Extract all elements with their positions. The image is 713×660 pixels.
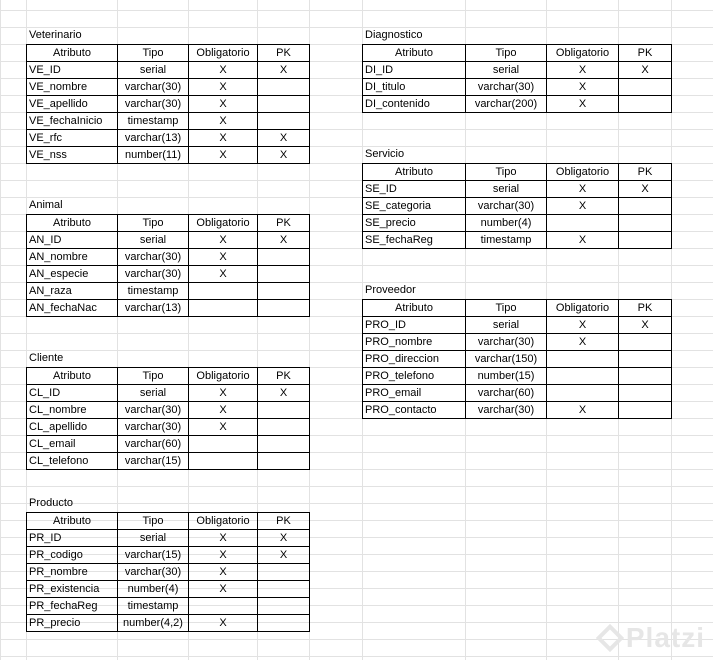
- table-proveedor: [362, 282, 672, 419]
- attribute-cell[interactable]: PRO_email: [363, 385, 466, 402]
- column-header[interactable]: Atributo: [363, 300, 466, 317]
- pk-cell[interactable]: [619, 402, 672, 419]
- table-title: Proveedor: [365, 284, 416, 296]
- attribute-table: [26, 214, 310, 317]
- type-cell[interactable]: varchar(13): [118, 130, 189, 147]
- attribute-cell[interactable]: DI_titulo: [363, 79, 466, 96]
- attribute-cell[interactable]: AN_fechaNac: [27, 300, 118, 317]
- attribute-cell[interactable]: DI_ID: [363, 62, 466, 79]
- column-header[interactable]: Tipo: [118, 513, 189, 530]
- required-cell[interactable]: X: [189, 79, 258, 96]
- pk-cell[interactable]: [619, 351, 672, 368]
- table-row: [27, 385, 310, 402]
- pk-cell[interactable]: [619, 385, 672, 402]
- attribute-cell[interactable]: AN_especie: [27, 266, 118, 283]
- table-row: [27, 598, 310, 615]
- required-cell[interactable]: [189, 598, 258, 615]
- table-row: [27, 266, 310, 283]
- required-cell[interactable]: X: [189, 547, 258, 564]
- pk-cell[interactable]: X: [258, 530, 310, 547]
- type-cell[interactable]: varchar(30): [118, 419, 189, 436]
- required-cell[interactable]: X: [189, 615, 258, 632]
- header-row: [363, 164, 672, 181]
- required-cell[interactable]: X: [189, 147, 258, 164]
- required-cell[interactable]: X: [547, 317, 619, 334]
- table-row: [27, 581, 310, 598]
- table-row: [363, 181, 672, 198]
- pk-cell[interactable]: [619, 334, 672, 351]
- table-row: [363, 96, 672, 113]
- attribute-cell[interactable]: SE_fechaReg: [363, 232, 466, 249]
- pk-cell[interactable]: X: [619, 181, 672, 198]
- table-producto: [26, 495, 310, 632]
- platzi-logo-icon: [596, 624, 624, 652]
- table-animal: [26, 197, 310, 317]
- attribute-cell[interactable]: AN_raza: [27, 283, 118, 300]
- required-cell[interactable]: X: [189, 402, 258, 419]
- type-cell[interactable]: varchar(30): [118, 564, 189, 581]
- table-cliente: [26, 350, 310, 470]
- table-row: [363, 79, 672, 96]
- required-cell[interactable]: X: [189, 419, 258, 436]
- header-row: [27, 215, 310, 232]
- table-row: [27, 249, 310, 266]
- attribute-cell[interactable]: VE_ID: [27, 62, 118, 79]
- column-header[interactable]: Obligatorio: [189, 368, 258, 385]
- table-row: [27, 436, 310, 453]
- header-row: [363, 300, 672, 317]
- required-cell[interactable]: X: [547, 96, 619, 113]
- table-row: [363, 198, 672, 215]
- attribute-cell[interactable]: AN_ID: [27, 232, 118, 249]
- attribute-table: [362, 163, 672, 249]
- table-title: Cliente: [29, 352, 64, 364]
- required-cell[interactable]: X: [189, 130, 258, 147]
- type-cell[interactable]: varchar(15): [118, 547, 189, 564]
- required-cell[interactable]: X: [189, 530, 258, 547]
- required-cell[interactable]: [189, 436, 258, 453]
- column-header[interactable]: Tipo: [466, 164, 547, 181]
- column-header[interactable]: Atributo: [27, 215, 118, 232]
- table-row: [363, 368, 672, 385]
- column-header[interactable]: Atributo: [27, 513, 118, 530]
- column-header[interactable]: Atributo: [27, 45, 118, 62]
- attribute-cell[interactable]: VE_nombre: [27, 79, 118, 96]
- type-cell[interactable]: varchar(200): [466, 96, 547, 113]
- table-row: [27, 530, 310, 547]
- pk-cell[interactable]: [258, 113, 310, 130]
- table-row: [27, 283, 310, 300]
- required-cell[interactable]: [189, 283, 258, 300]
- attribute-cell[interactable]: VE_apellido: [27, 96, 118, 113]
- pk-cell[interactable]: [258, 300, 310, 317]
- table-row: [27, 547, 310, 564]
- pk-cell[interactable]: [619, 79, 672, 96]
- pk-cell[interactable]: X: [258, 62, 310, 79]
- type-cell[interactable]: varchar(30): [118, 79, 189, 96]
- attribute-cell[interactable]: PR_ID: [27, 530, 118, 547]
- column-header[interactable]: Obligatorio: [547, 300, 619, 317]
- pk-cell[interactable]: X: [258, 232, 310, 249]
- table-row: [27, 113, 310, 130]
- type-cell[interactable]: varchar(30): [118, 249, 189, 266]
- column-header[interactable]: Atributo: [363, 45, 466, 62]
- pk-cell[interactable]: [258, 249, 310, 266]
- table-title: Veterinario: [29, 29, 82, 41]
- pk-cell[interactable]: X: [619, 317, 672, 334]
- table-row: [27, 232, 310, 249]
- attribute-cell[interactable]: SE_precio: [363, 215, 466, 232]
- pk-cell[interactable]: [258, 436, 310, 453]
- type-cell[interactable]: number(15): [466, 368, 547, 385]
- pk-cell[interactable]: [258, 96, 310, 113]
- pk-cell[interactable]: X: [619, 62, 672, 79]
- attribute-cell[interactable]: AN_nombre: [27, 249, 118, 266]
- pk-cell[interactable]: [258, 79, 310, 96]
- column-header[interactable]: Obligatorio: [189, 45, 258, 62]
- required-cell[interactable]: X: [189, 62, 258, 79]
- table-row: [27, 453, 310, 470]
- required-cell[interactable]: X: [189, 232, 258, 249]
- platzi-watermark: [600, 622, 705, 654]
- required-cell[interactable]: [547, 368, 619, 385]
- table-row: [27, 402, 310, 419]
- required-cell[interactable]: [189, 300, 258, 317]
- type-cell[interactable]: varchar(30): [466, 198, 547, 215]
- type-cell[interactable]: varchar(150): [466, 351, 547, 368]
- pk-cell[interactable]: [258, 402, 310, 419]
- required-cell[interactable]: X: [189, 266, 258, 283]
- column-header[interactable]: Atributo: [27, 368, 118, 385]
- attribute-cell[interactable]: SE_ID: [363, 181, 466, 198]
- table-row: [27, 62, 310, 79]
- type-cell[interactable]: varchar(30): [466, 79, 547, 96]
- attribute-cell[interactable]: PR_existencia: [27, 581, 118, 598]
- type-cell[interactable]: number(4): [118, 581, 189, 598]
- table-row: [363, 317, 672, 334]
- type-cell[interactable]: timestamp: [118, 113, 189, 130]
- required-cell[interactable]: X: [189, 113, 258, 130]
- type-cell[interactable]: varchar(60): [466, 385, 547, 402]
- type-cell[interactable]: varchar(30): [118, 96, 189, 113]
- column-header[interactable]: Atributo: [363, 164, 466, 181]
- attribute-cell[interactable]: PRO_nombre: [363, 334, 466, 351]
- column-header[interactable]: PK: [619, 45, 672, 62]
- required-cell[interactable]: X: [547, 181, 619, 198]
- attribute-cell[interactable]: PRO_ID: [363, 317, 466, 334]
- attribute-cell[interactable]: SE_categoria: [363, 198, 466, 215]
- attribute-cell[interactable]: CL_apellido: [27, 419, 118, 436]
- type-cell[interactable]: varchar(30): [466, 402, 547, 419]
- pk-cell[interactable]: [258, 453, 310, 470]
- type-cell[interactable]: timestamp: [466, 232, 547, 249]
- column-header[interactable]: Tipo: [118, 215, 189, 232]
- table-row: [363, 351, 672, 368]
- type-cell[interactable]: varchar(13): [118, 300, 189, 317]
- table-row: [27, 147, 310, 164]
- column-header[interactable]: Tipo: [118, 368, 189, 385]
- column-header[interactable]: PK: [619, 300, 672, 317]
- type-cell[interactable]: number(4,2): [118, 615, 189, 632]
- pk-cell[interactable]: X: [258, 385, 310, 402]
- table-row: [27, 300, 310, 317]
- column-header[interactable]: Obligatorio: [547, 45, 619, 62]
- required-cell[interactable]: X: [547, 402, 619, 419]
- type-cell[interactable]: number(4): [466, 215, 547, 232]
- column-header[interactable]: Tipo: [466, 300, 547, 317]
- type-cell[interactable]: varchar(60): [118, 436, 189, 453]
- required-cell[interactable]: X: [189, 385, 258, 402]
- table-title: Diagnostico: [365, 29, 423, 41]
- column-header[interactable]: Tipo: [118, 45, 189, 62]
- table-row: [27, 96, 310, 113]
- pk-cell[interactable]: [619, 198, 672, 215]
- column-header[interactable]: PK: [258, 45, 310, 62]
- type-cell[interactable]: serial: [118, 530, 189, 547]
- type-cell[interactable]: varchar(30): [466, 334, 547, 351]
- attribute-table: [26, 367, 310, 470]
- attribute-cell[interactable]: CL_ID: [27, 385, 118, 402]
- required-cell[interactable]: X: [189, 581, 258, 598]
- pk-cell[interactable]: [258, 419, 310, 436]
- pk-cell[interactable]: [619, 96, 672, 113]
- attribute-cell[interactable]: PRO_telefono: [363, 368, 466, 385]
- pk-cell[interactable]: [258, 581, 310, 598]
- attribute-cell[interactable]: PRO_direccion: [363, 351, 466, 368]
- header-row: [27, 45, 310, 62]
- attribute-cell[interactable]: CL_email: [27, 436, 118, 453]
- table-row: [363, 232, 672, 249]
- table-veterinario: [26, 27, 310, 164]
- type-cell[interactable]: number(11): [118, 147, 189, 164]
- required-cell[interactable]: [547, 215, 619, 232]
- header-row: [27, 513, 310, 530]
- attribute-cell[interactable]: VE_rfc: [27, 130, 118, 147]
- column-header[interactable]: PK: [258, 215, 310, 232]
- table-title: Animal: [29, 199, 63, 211]
- table-row: [27, 564, 310, 581]
- table-row: [363, 402, 672, 419]
- type-cell[interactable]: varchar(30): [118, 402, 189, 419]
- table-row: [363, 215, 672, 232]
- pk-cell[interactable]: [258, 564, 310, 581]
- header-row: [363, 45, 672, 62]
- column-header[interactable]: PK: [619, 164, 672, 181]
- attribute-table: [362, 299, 672, 419]
- column-header[interactable]: Obligatorio: [189, 513, 258, 530]
- attribute-table: [362, 44, 672, 113]
- table-row: [363, 334, 672, 351]
- attribute-cell[interactable]: PR_nombre: [27, 564, 118, 581]
- attribute-cell[interactable]: DI_contenido: [363, 96, 466, 113]
- type-cell[interactable]: serial: [466, 317, 547, 334]
- required-cell[interactable]: X: [189, 249, 258, 266]
- pk-cell[interactable]: [258, 598, 310, 615]
- table-row: [27, 419, 310, 436]
- attribute-cell[interactable]: PRO_contacto: [363, 402, 466, 419]
- attribute-cell[interactable]: VE_nss: [27, 147, 118, 164]
- column-header[interactable]: Tipo: [466, 45, 547, 62]
- required-cell[interactable]: [547, 351, 619, 368]
- required-cell[interactable]: [189, 453, 258, 470]
- pk-cell[interactable]: X: [258, 547, 310, 564]
- type-cell[interactable]: serial: [466, 62, 547, 79]
- watermark-text: Platzi: [625, 622, 705, 653]
- pk-cell[interactable]: [258, 283, 310, 300]
- type-cell[interactable]: timestamp: [118, 598, 189, 615]
- attribute-table: [26, 512, 310, 632]
- column-header[interactable]: Obligatorio: [189, 215, 258, 232]
- type-cell[interactable]: timestamp: [118, 283, 189, 300]
- table-title: Producto: [29, 497, 74, 509]
- table-title: Servicio: [365, 148, 405, 160]
- type-cell[interactable]: varchar(30): [118, 266, 189, 283]
- pk-cell[interactable]: [619, 368, 672, 385]
- table-row: [363, 385, 672, 402]
- column-header[interactable]: Obligatorio: [547, 164, 619, 181]
- type-cell[interactable]: serial: [118, 62, 189, 79]
- attribute-cell[interactable]: PR_codigo: [27, 547, 118, 564]
- required-cell[interactable]: X: [547, 198, 619, 215]
- required-cell[interactable]: X: [547, 79, 619, 96]
- table-row: [363, 62, 672, 79]
- required-cell[interactable]: X: [547, 62, 619, 79]
- attribute-table: [26, 44, 310, 164]
- pk-cell[interactable]: [619, 215, 672, 232]
- table-row: [27, 615, 310, 632]
- attribute-cell[interactable]: PR_fechaReg: [27, 598, 118, 615]
- required-cell[interactable]: [547, 385, 619, 402]
- pk-cell[interactable]: [619, 232, 672, 249]
- attribute-cell[interactable]: CL_nombre: [27, 402, 118, 419]
- attribute-cell[interactable]: VE_fechaInicio: [27, 113, 118, 130]
- type-cell[interactable]: serial: [466, 181, 547, 198]
- pk-cell[interactable]: X: [258, 130, 310, 147]
- type-cell[interactable]: serial: [118, 385, 189, 402]
- table-row: [27, 79, 310, 96]
- column-header[interactable]: PK: [258, 513, 310, 530]
- pk-cell[interactable]: [258, 266, 310, 283]
- column-header[interactable]: PK: [258, 368, 310, 385]
- pk-cell[interactable]: X: [258, 147, 310, 164]
- required-cell[interactable]: X: [547, 334, 619, 351]
- pk-cell[interactable]: [258, 615, 310, 632]
- table-servicio: [362, 146, 672, 249]
- type-cell[interactable]: serial: [118, 232, 189, 249]
- attribute-cell[interactable]: PR_precio: [27, 615, 118, 632]
- required-cell[interactable]: X: [189, 96, 258, 113]
- header-row: [27, 368, 310, 385]
- type-cell[interactable]: varchar(15): [118, 453, 189, 470]
- attribute-cell[interactable]: CL_telefono: [27, 453, 118, 470]
- required-cell[interactable]: X: [189, 564, 258, 581]
- required-cell[interactable]: X: [547, 232, 619, 249]
- table-diagnostico: [362, 27, 672, 113]
- table-row: [27, 130, 310, 147]
